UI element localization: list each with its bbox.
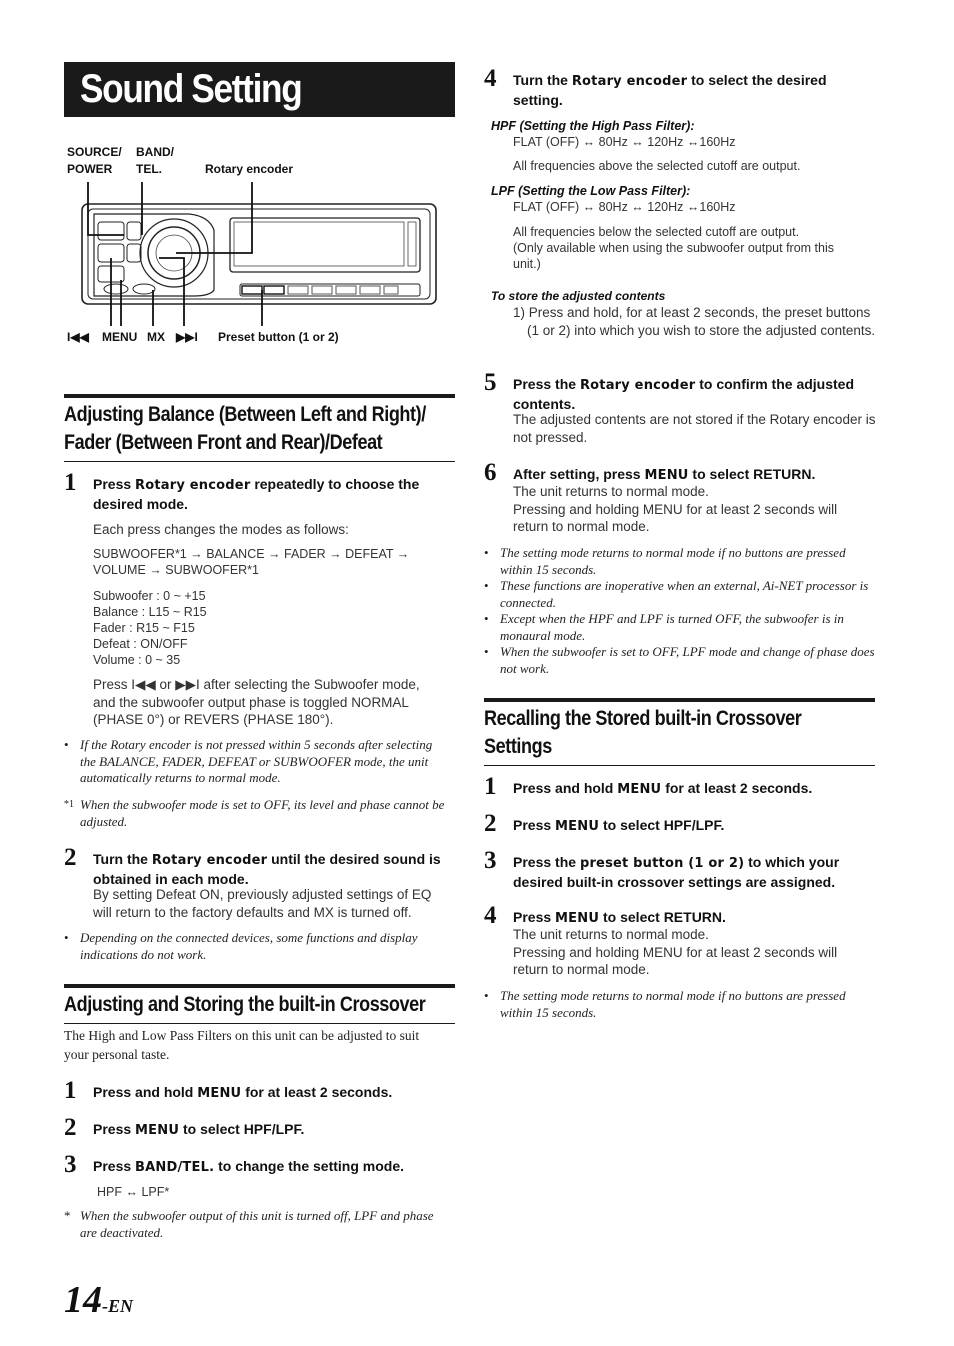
note-subwoofer-off: *1 When the subwoofer mode is set to OFF, its level and phase cannot be adjusted. bbox=[64, 797, 445, 829]
crossover-step-5: 5 Press the Rotary encoder to confirm the adjusted contents. bbox=[484, 369, 855, 412]
recall-step-4: 4 Press MENU to select RETURN. bbox=[484, 902, 726, 929]
label-next: ▶▶I bbox=[176, 330, 198, 344]
each-press-text: Each press changes the modes as follows: bbox=[93, 522, 349, 537]
label-prev: I◀◀ bbox=[67, 330, 89, 344]
lpf-description: All frequencies below the selected cutoff are output. (Only available when using the subwoofer output from this unit.) bbox=[513, 225, 835, 271]
label-menu: MENU bbox=[102, 330, 138, 344]
crossover-step-4: 4 Turn the Rotary encoder to select the desired setting. bbox=[484, 65, 827, 108]
note-timeout: • If the Rotary encoder is not pressed within 5 seconds after selecting the BALANCE, FADER, DEFEAT or SUBWOOFER mode, the unit automatically returns to normal mode. bbox=[64, 737, 433, 785]
recall-note: • The setting mode returns to normal mode if no buttons are pressed within 15 seconds. bbox=[484, 988, 846, 1020]
recall-step-2: 2 Press MENU to select HPF/LPF. bbox=[484, 810, 725, 837]
page-number: 14-EN bbox=[64, 1279, 133, 1321]
mode-ranges: Subwoofer : 0 ~ +15 Balance : L15 ~ R15 Fader : R15 ~ F15 Defeat : ON/OFF Volume : 0 ~ 35 bbox=[93, 589, 207, 667]
lpf-heading: LPF (Setting the Low Pass Filter): bbox=[491, 184, 691, 198]
note-lpf-deactivated: * When the subwoofer output of this unit is turned off, LPF and phase are deactivated. bbox=[64, 1208, 434, 1240]
recall-step-1: 1 Press and hold MENU for at least 2 seconds. bbox=[484, 773, 813, 800]
note-devices: • Depending on the connected devices, some functions and display indications do not work. bbox=[64, 930, 418, 962]
section-heading-balance bbox=[64, 394, 455, 462]
label-source-power: SOURCE/ POWER bbox=[67, 145, 122, 176]
balance-step-2: 2 Turn the Rotary encoder until the desired sound is obtained in each mode. bbox=[64, 844, 441, 887]
mode-sequence: SUBWOOFER*1 → BALANCE → FADER → DEFEAT → VOLUME → SUBWOOFER*1 bbox=[93, 547, 410, 577]
section-heading-crossover: Adjusting and Storing the built-in Crossover bbox=[64, 984, 455, 1024]
hpf-heading: HPF (Setting the High Pass Filter): bbox=[491, 119, 695, 133]
crossover-notes: • The setting mode returns to normal mode if no buttons are pressed within 15 seconds. • These functions are inoperative when an external, Ai-NET processor is connected. • Except when the HPF and LPF is turned OFF, the subwoofer is in monaural mode. • When the subwoofer is set to OFF, LPF mode and change of phase does not work. bbox=[484, 545, 875, 676]
store-heading: To store the adjusted contents bbox=[491, 289, 666, 303]
label-band-tel: BAND/ TEL. bbox=[136, 145, 174, 176]
section-heading-recall: Recalling the Stored built-in Crossover Settings bbox=[484, 698, 875, 766]
heading-line-2: Fader (Between Front and Rear)/Defeat bbox=[64, 431, 383, 454]
label-preset: Preset button (1 or 2) bbox=[218, 330, 339, 344]
page-title: Sound Setting bbox=[80, 67, 302, 111]
crossover-step-3: 3 Press BAND/TEL. to change the setting mode. bbox=[64, 1151, 405, 1178]
balance-step-1: 1 Press Rotary encoder repeatedly to choose the desired mode. bbox=[64, 469, 420, 512]
store-instruction: 1) Press and hold, for at least 2 seconds, the preset buttons (1 or 2) into which you wish to store the adjusted contents. bbox=[513, 305, 876, 338]
lpf-values: FLAT (OFF) ↔ 80Hz ↔ 120Hz ↔160Hz bbox=[513, 200, 736, 214]
recall-step4-body: The unit returns to normal mode. Pressing and holding MENU for at least 2 seconds will return to normal mode. bbox=[513, 927, 838, 977]
hpf-description: All frequencies above the selected cutoff are output. bbox=[513, 159, 801, 173]
recall-step-3: 3 Press the preset button (1 or 2) to which your desired built-in crossover settings are assigned. bbox=[484, 847, 840, 890]
label-mx: MX bbox=[147, 330, 165, 344]
step5-body: The adjusted contents are not stored if the Rotary encoder is not pressed. bbox=[513, 412, 876, 445]
defeat-text: By setting Defeat ON, previously adjusted settings of EQ will return to the factory defaults and MX is turned off. bbox=[93, 887, 432, 920]
crossover-intro: The High and Low Pass Filters on this unit can be adjusted to suit your personal taste. bbox=[64, 1028, 420, 1062]
device-diagram bbox=[64, 140, 456, 350]
crossover-step-2: 2 Press MENU to select HPF/LPF. bbox=[64, 1114, 305, 1141]
hpf-values: FLAT (OFF) ↔ 80Hz ↔ 120Hz ↔160Hz bbox=[513, 135, 736, 149]
heading-line-1: Adjusting Balance (Between Left and Right)/ bbox=[64, 403, 426, 426]
head-unit-drawing bbox=[64, 140, 456, 350]
label-rotary-encoder: Rotary encoder bbox=[205, 162, 294, 176]
crossover-step-1: 1 Press and hold MENU for at least 2 seconds. bbox=[64, 1077, 393, 1104]
phase-text: Press I◀◀ or ▶▶I after selecting the Subwoofer mode, and the subwoofer output phase is toggled NORMAL (PHASE 0°) or REVERS (PHASE 180°). bbox=[93, 677, 420, 727]
crossover-step-6: 6 After setting, press MENU to select RETURN. bbox=[484, 459, 816, 486]
page-title-banner bbox=[64, 62, 455, 117]
hpf-lpf-toggle: HPF ↔ LPF* bbox=[97, 1185, 170, 1199]
step6-body: The unit returns to normal mode. Pressing and holding MENU for at least 2 seconds will return to normal mode. bbox=[513, 484, 838, 534]
